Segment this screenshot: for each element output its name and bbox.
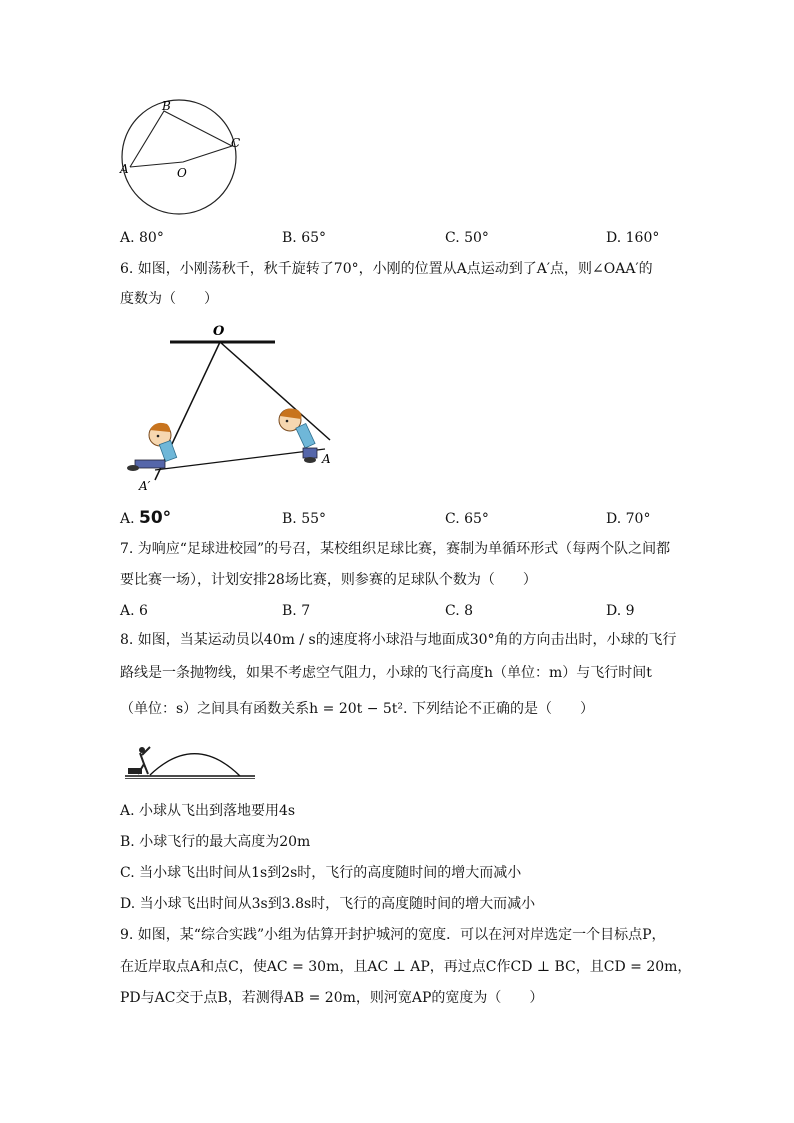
label-c: C	[231, 136, 241, 150]
swing-figure	[115, 320, 345, 495]
q8-option-d: D. 当小球飞出时间从3s到3.8s时，飞行的高度随时间的增大而减小	[120, 896, 536, 912]
trajectory-figure	[120, 742, 260, 784]
q6-option-b: B. 55°	[282, 511, 327, 527]
q6-text-line2: 度数为（ ）	[120, 291, 218, 307]
q5-option-c: C. 50°	[445, 230, 489, 246]
q9-text-line2: 在近岸取点A和点C，使AC = 30m，且AC ⊥ AP，再过点C作CD ⊥ BC，且CD = 20m，	[120, 959, 692, 975]
q8-text-line3: （单位：s）之间具有函数关系h = 20t − 5t². 下列结论不正确的是（ ）	[120, 701, 594, 717]
q6-option-c: C. 65°	[445, 511, 489, 527]
q8-option-a: A. 小球从飞出到落地要用4s	[120, 803, 296, 819]
q7-option-b: B. 7	[282, 603, 311, 619]
boy-left-icon	[127, 423, 177, 471]
circle-o	[122, 100, 236, 214]
q8-option-c: C. 当小球飞出时间从1s到2s时，飞行的高度随时间的增大而减小	[120, 865, 522, 881]
q6-option-a-value: 50°	[139, 508, 172, 528]
q8-text-line2: 路线是一条抛物线，如果不考虑空气阻力，小球的飞行高度h（单位：m）与飞行时间t	[120, 665, 652, 681]
q9-text-line1: 9. 如图，某“综合实践”小组为估算开封护城河的宽度．可以在河对岸选定一个目标点P，	[120, 927, 666, 943]
label-a-prime: A′	[139, 479, 151, 493]
label-a-swing: A	[322, 452, 331, 466]
golfer-icon	[128, 747, 150, 774]
q7-text-line2: 要比赛一场），计划安排28场比赛，则参赛的足球队个数为（ ）	[120, 572, 537, 588]
q6-option-d: D. 70°	[606, 511, 651, 527]
q6-option-a-prefix: A.	[120, 511, 135, 527]
label-a: A	[120, 162, 129, 176]
q8-text-line1: 8. 如图，当某运动员以40m / s的速度将小球沿与地面成30°角的方向击出时，小球的飞行	[120, 632, 677, 648]
parabola-path	[150, 754, 240, 776]
label-o: O	[177, 166, 187, 180]
circle-figure	[110, 95, 260, 215]
label-o-swing: O	[213, 324, 225, 339]
q7-text-line1: 7. 为响应“足球进校园”的号召，某校组织足球比赛，赛制为单循环形式（每两个队之间都	[120, 541, 671, 557]
q5-option-a: A. 80°	[120, 230, 164, 246]
q6-option-a	[120, 508, 171, 529]
q7-option-a: A. 6	[120, 603, 148, 619]
chord-aa	[155, 449, 325, 470]
q8-option-b: B. 小球飞行的最大高度为20m	[120, 834, 311, 850]
label-b: B	[162, 99, 171, 113]
q5-option-d: D. 160°	[606, 230, 660, 246]
boy-right-icon	[279, 408, 317, 463]
chord-lines	[130, 111, 232, 167]
q7-option-c: C. 8	[445, 603, 474, 619]
rope-right	[220, 342, 330, 440]
q5-option-b: B. 65°	[282, 230, 327, 246]
q9-text-line3: PD与AC交于点B，若测得AB = 20m，则河宽AP的宽度为（ ）	[120, 990, 544, 1006]
q6-text-line1: 6. 如图，小刚荡秋千，秋千旋转了70°，小刚的位置从A点运动到了A′点，则∠OAA′的	[120, 261, 653, 277]
q7-option-d: D. 9	[606, 603, 635, 619]
